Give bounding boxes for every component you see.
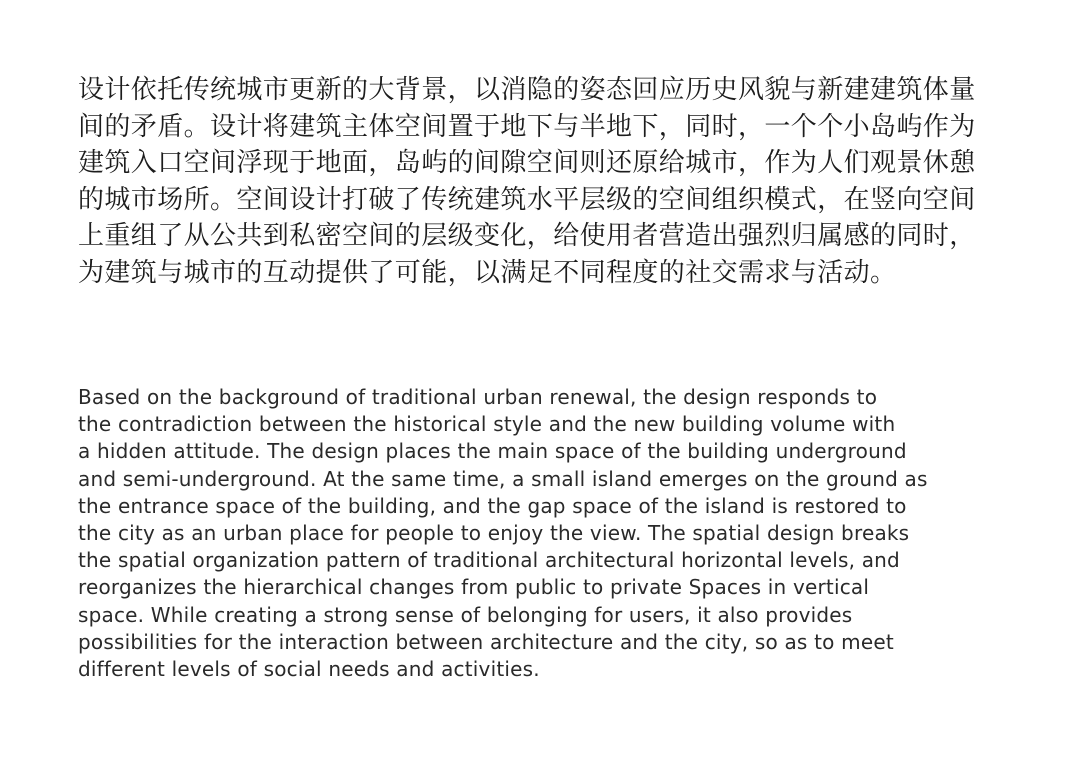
- english-paragraph: [78, 384, 1018, 683]
- chinese-paragraph-line: 建筑入口空间浮现于地面，岛屿的间隙空间则还原给城市，作为人们观景休憩: [78, 148, 976, 178]
- chinese-paragraph-line: 上重组了从公共到私密空间的层级变化，给使用者营造出强烈归属感的同时，: [78, 221, 976, 251]
- english-paragraph-line: possibilities for the interaction between architecture and the city, so as to meet: [78, 629, 894, 654]
- english-paragraph-line: space. While creating a strong sense of belonging for users, it also provides: [78, 602, 853, 627]
- chinese-paragraph-line: 为建筑与城市的互动提供了可能，以满足不同程度的社交需求与活动。: [78, 257, 897, 288]
- english-paragraph-line: and semi-underground. At the same time, a small island emerges on the ground as: [78, 466, 928, 491]
- english-paragraph-line: different levels of social needs and activities.: [78, 657, 540, 682]
- english-paragraph-line: a hidden attitude. The design places the main space of the building underground: [78, 439, 907, 464]
- chinese-paragraph-line: 的城市场所。空间设计打破了传统建筑水平层级的空间组织模式，在竖向空间: [78, 184, 976, 215]
- chinese-paragraph-line: 间的矛盾。设计将建筑主体空间置于地下与半地下，同时，一个个小岛屿作为: [78, 111, 976, 142]
- english-paragraph-line: the contradiction between the historical style and the new building volume with: [78, 412, 896, 437]
- english-paragraph-line: Based on the background of traditional urban renewal, the design responds to: [78, 385, 878, 409]
- chinese-paragraph: [78, 72, 1008, 291]
- english-paragraph-line: the city as an urban place for people to enjoy the view. The spatial design breaks: [78, 521, 910, 546]
- chinese-paragraph-line: 设计依托传统城市更新的大背景，以消隐的姿态回应历史风貌与新建建筑体量: [78, 75, 976, 105]
- english-paragraph-line: the spatial organization pattern of traditional architectural horizontal levels, and: [78, 548, 900, 573]
- english-paragraph-line: reorganizes the hierarchical changes from public to private Spaces in vertical: [78, 575, 870, 600]
- english-paragraph-line: the entrance space of the building, and the gap space of the island is restored to: [78, 493, 907, 518]
